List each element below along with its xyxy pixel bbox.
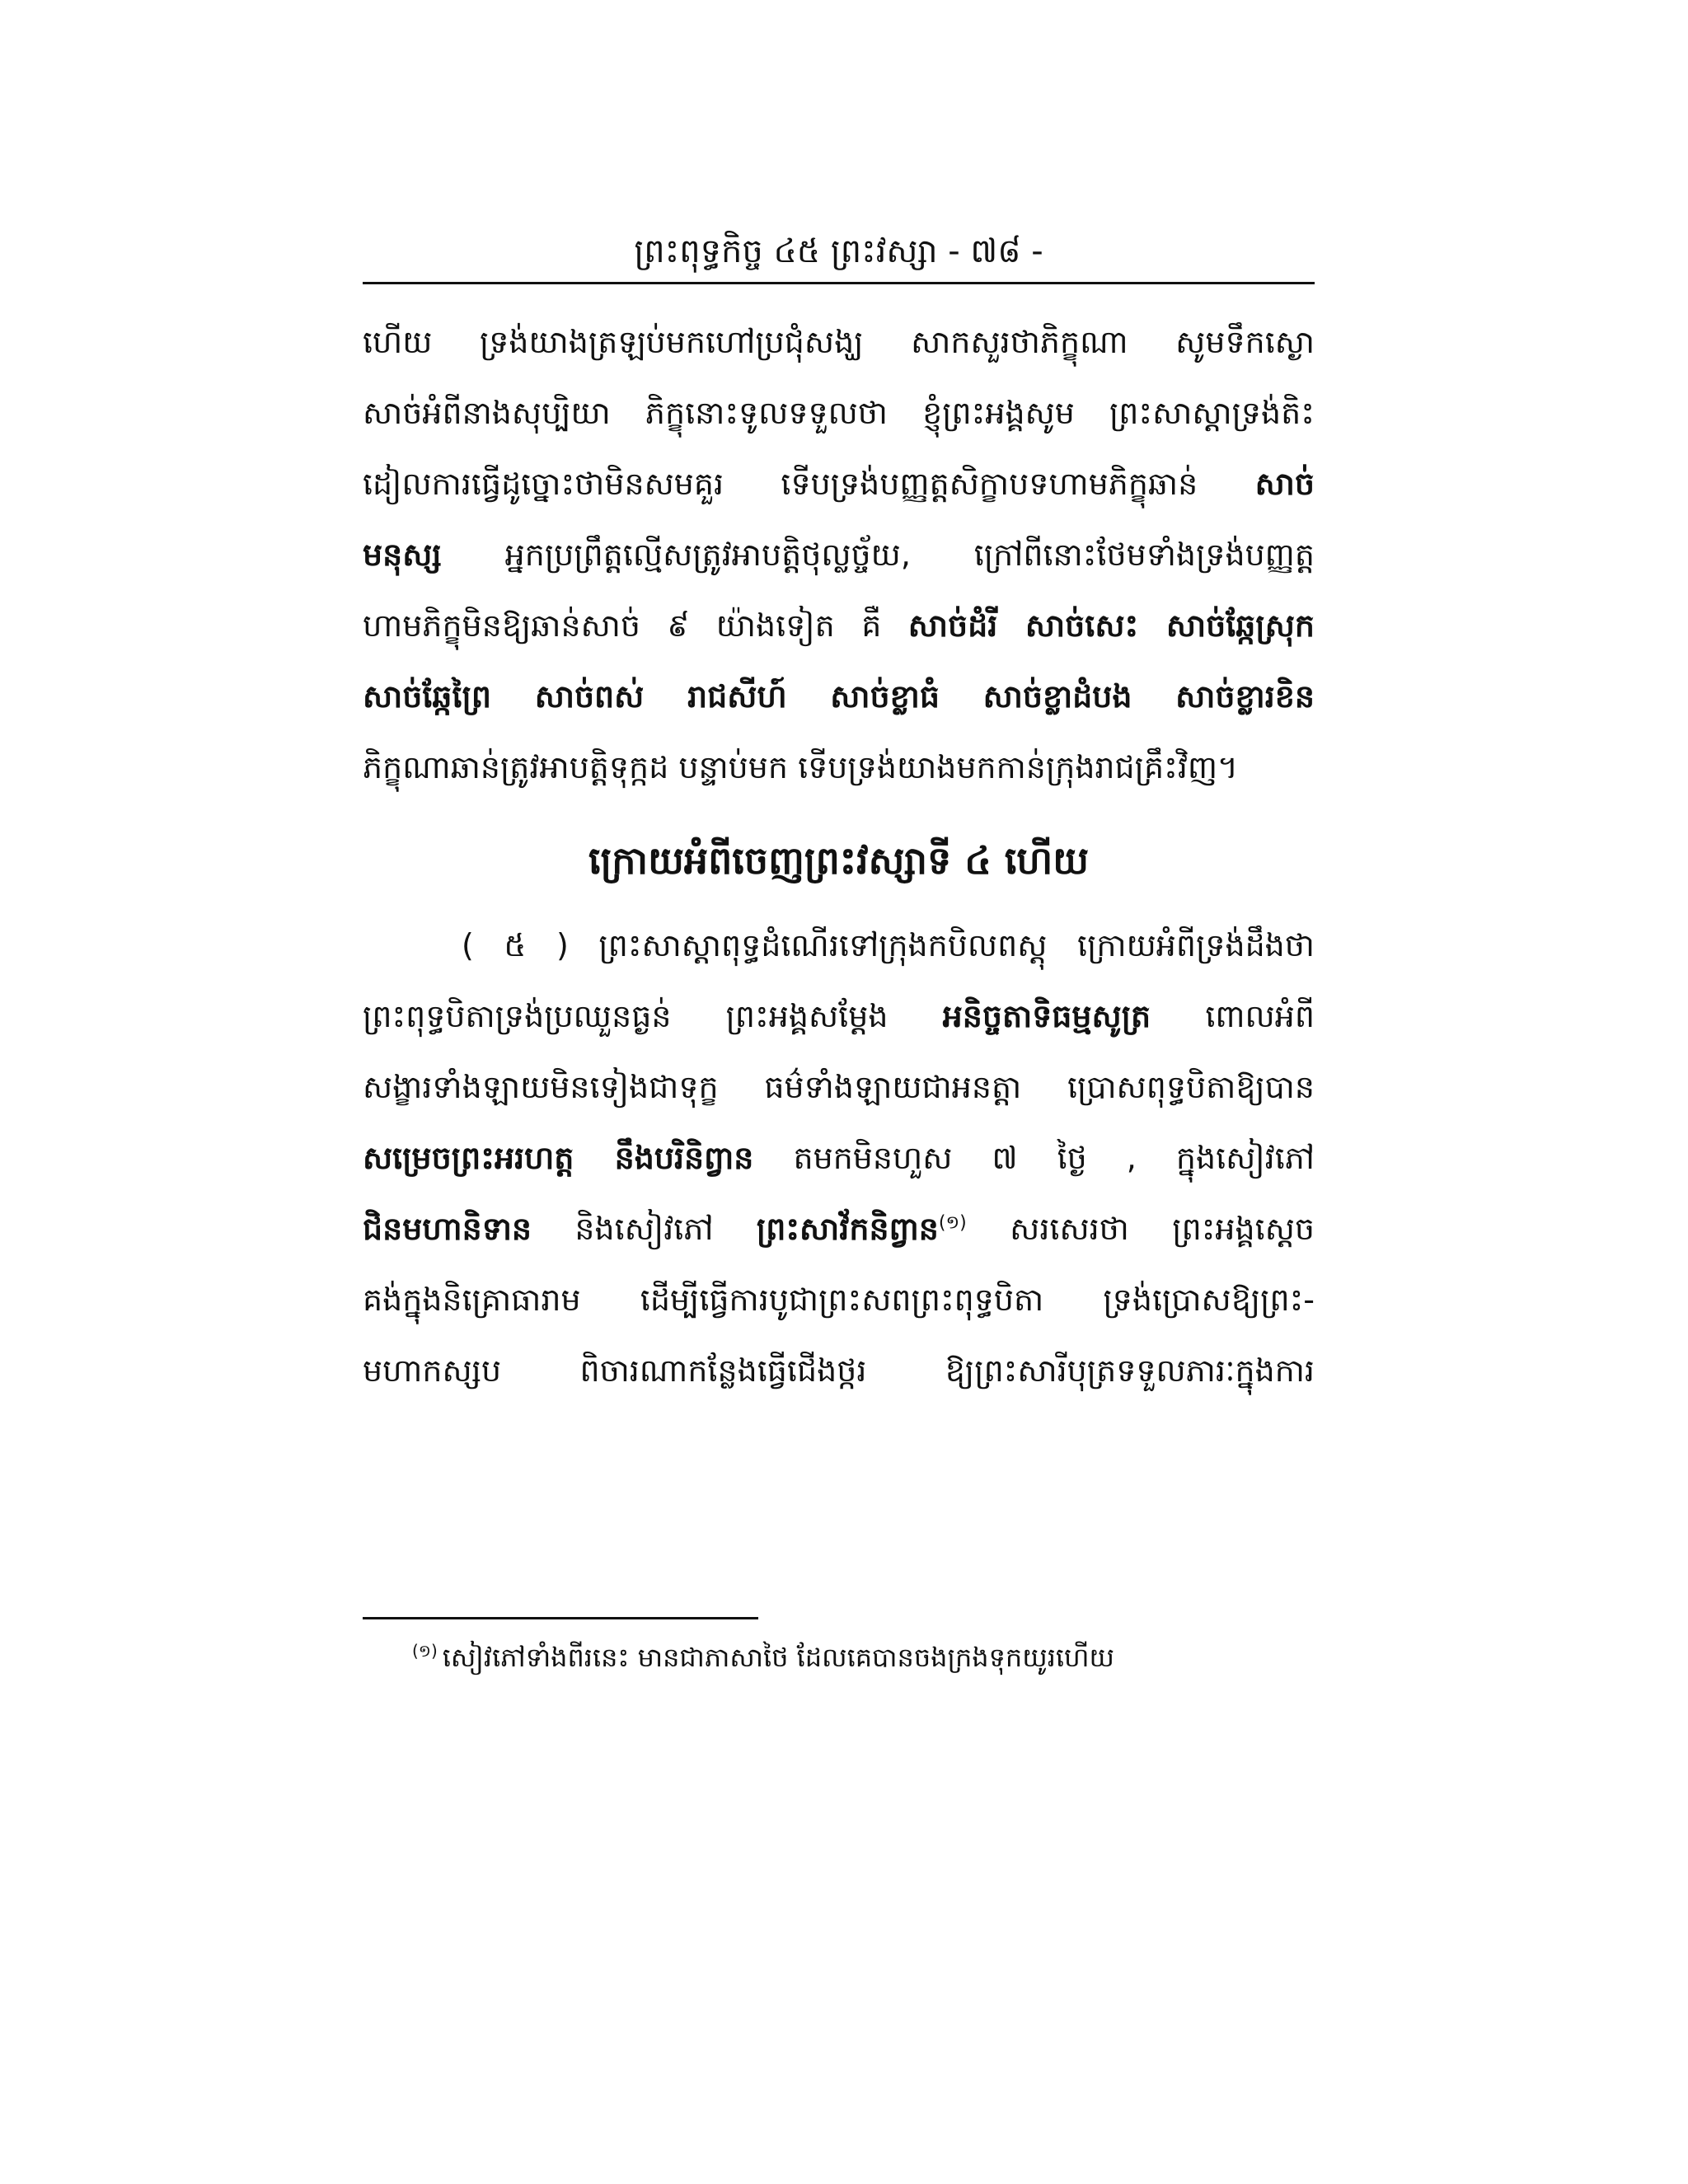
paragraph-2-line-2-tail: ពោលអំពី xyxy=(1151,998,1315,1034)
bold-term: មនុស្ស xyxy=(363,537,442,573)
paragraph-2-line-5-text: និងសៀវភៅ xyxy=(532,1211,757,1247)
section-heading: ក្រោយអំពីចេញព្រះវស្សាទី ៤ ហើយ xyxy=(588,838,1090,883)
running-header: ព្រះពុទ្ធកិច្ច ៤៥ ព្រះវស្សា ‑ ៧៨ ‑ xyxy=(634,232,1043,270)
paragraph-2-line-3: សង្ខារទាំងឡាយមិនទៀងជាទុក្ខ ធម៌ទាំងឡាយជាអនត្តា ប្រោសពុទ្ធបិតាឱ្យបាន xyxy=(363,1069,1315,1105)
bold-term: ជិនមហានិទាន xyxy=(363,1211,532,1247)
paragraph-1-line-7: ភិក្ខុណាឆាន់ត្រូវអាបត្តិទុក្កដ បន្ទាប់មក ទើបទ្រង់យាងមកកាន់ក្រុងរាជគ្រឹះវិញ។ xyxy=(363,749,1239,785)
bold-term: សាច់ឆ្កែព្រៃ សាច់ពស់ រាជសីហ៍ សាច់ខ្លាធំ សាច់ខ្លាដំបង សាច់ខ្លារខិន xyxy=(363,678,1315,715)
paragraph-1-line-3-text: ដៀលការធ្វើដូច្នោះថាមិនសមគួរ ទើបទ្រង់បញ្ញត្តសិក្ខាបទហាមភិក្ខុឆាន់ xyxy=(363,466,1198,502)
bold-term: សម្រេចព្រះអរហត្ត នឹងបរិនិព្វាន xyxy=(363,1140,754,1176)
footnote-reference[interactable]: (១) xyxy=(938,1212,967,1234)
footnote-marker: (១) xyxy=(412,1641,438,1661)
paragraph-2-line-2 xyxy=(363,981,1315,1052)
paragraph-1-line-2: សាច់អំពីនាងសុប្បិយា ភិក្ខុនោះទូលទទួលថា ខ្ញុំព្រះអង្គសូម ព្រះសាស្តាទ្រង់តិះ xyxy=(363,395,1315,431)
bold-term: សាច់ xyxy=(1254,466,1315,502)
paragraph-2-line-7: មហាកស្សប ពិចារណាកន្លែងធ្វើជើងថ្ករ ឱ្យព្រះសារីបុត្រទទួលភារៈក្នុងការ xyxy=(363,1352,1315,1389)
footnote-text: សៀវភៅទាំងពីរនេះ មានជាភាសាថៃ ដែលគេបានចងក្រងទុកយូរហើយ xyxy=(442,1642,1114,1673)
paragraph-2-line-1: ( ៥ ) ព្រះសាស្តាពុទ្ធដំណើរទៅក្រុងកបិលពស្តុ ក្រោយអំពីទ្រង់ដឹងថា xyxy=(462,927,1315,963)
paragraph-2-line-6: គង់ក្នុងនិគ្រោធារាម ដើម្បីធ្វើការបូជាព្រះសពព្រះពុទ្ធបិតា ទ្រង់ប្រោសឱ្យព្រះ‑ xyxy=(363,1282,1315,1318)
paragraph-1-line-6 xyxy=(363,661,1315,732)
paragraph-1-line-3 xyxy=(363,448,1315,519)
body-text xyxy=(363,307,1315,1406)
paragraph-2-line-5-tail: សរសេរថា ព្រះអង្គស្តេច xyxy=(966,1211,1315,1247)
paragraph-1-line-1: ហើយ ទ្រង់យាងត្រឡប់មកហៅប្រជុំសង្ឃ សាកសួរថាភិក្ខុណា សូមទឹកស្ងោ xyxy=(363,324,1315,360)
paragraph-1-line-5 xyxy=(363,590,1315,661)
paragraph-1-line-4-text: អ្នកប្រព្រឹត្តល្មើសត្រូវអាបត្តិថុល្លច្ច័យ, ក្រៅពីនោះថែមទាំងទ្រង់បញ្ញត្ត xyxy=(441,537,1315,573)
bold-term: អនិច្ចតាទិធម្មសូត្រ xyxy=(942,998,1151,1034)
footnote xyxy=(412,1636,1315,1679)
paragraph-1-line-4 xyxy=(363,519,1315,590)
paragraph-2-line-5 xyxy=(363,1193,1315,1264)
bold-term: សាច់ដំរី សាច់សេះ សាច់ឆ្កែស្រុក xyxy=(907,607,1315,644)
bold-term: ព្រះសាវ័កនិព្វាន xyxy=(756,1211,939,1247)
paragraph-2-line-4-text: តមកមិនហួស ៧ ថ្ងៃ , ក្នុងសៀវភៅ xyxy=(753,1140,1315,1176)
paragraph-1-line-5-text: ហាមភិក្ខុមិនឱ្យឆាន់សាច់ ៩ យ៉ាងទៀត គឺ xyxy=(363,607,908,644)
paragraph-2-line-2-text: ព្រះពុទ្ធបិតាទ្រង់ប្រឈួនធ្ងន់ ព្រះអង្គសម្តែង xyxy=(363,998,943,1034)
paragraph-2-line-4 xyxy=(363,1122,1315,1193)
header-rule xyxy=(363,282,1315,284)
footnote-rule xyxy=(363,1617,758,1619)
